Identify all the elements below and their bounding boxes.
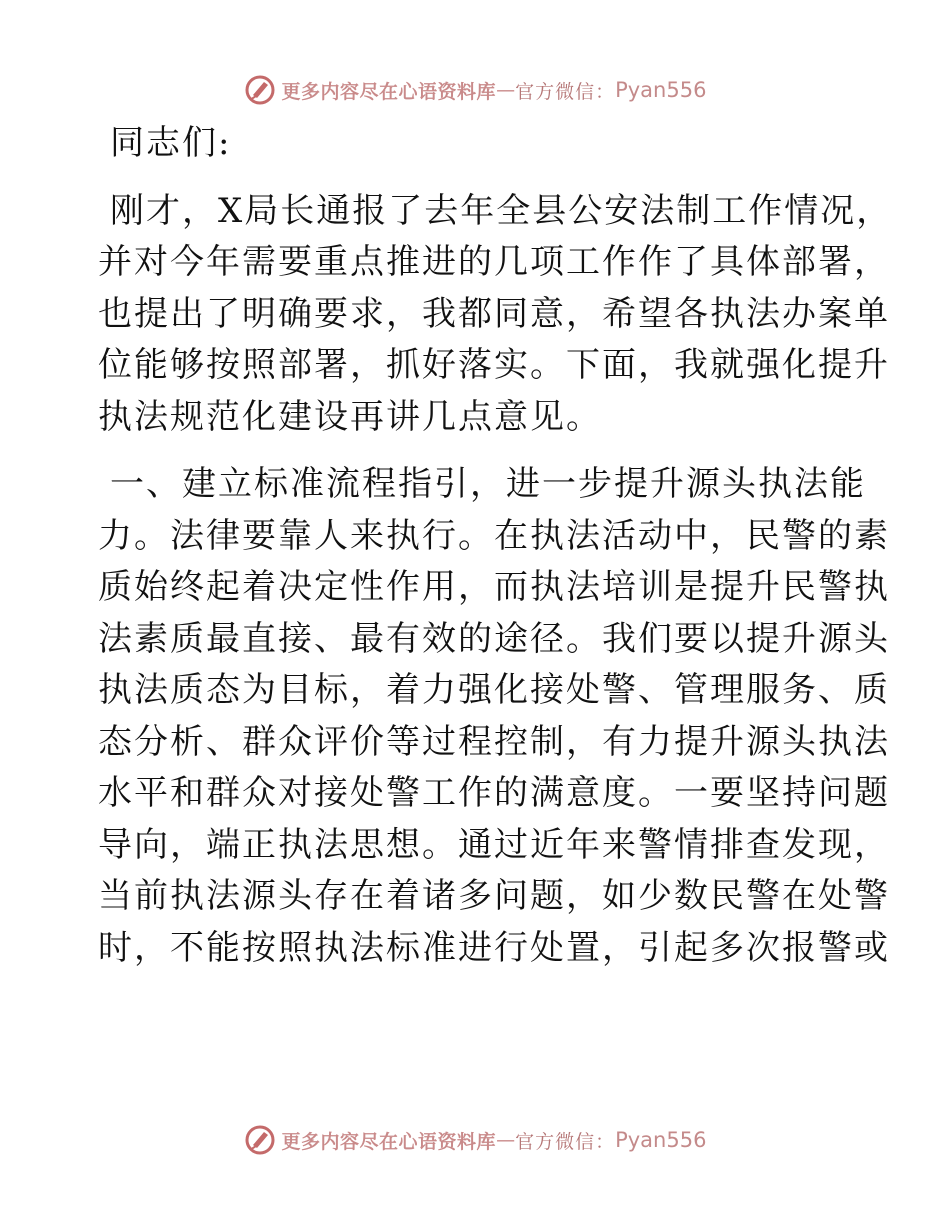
watermark-title: 更多内容尽在心语资料库 [281, 80, 497, 103]
paragraph-intro [98, 186, 893, 444]
text-line: 位能够按照部署，抓好落实。下面，我就强化提升 [98, 345, 890, 385]
footer-watermark [0, 1120, 950, 1160]
document-body [98, 118, 893, 974]
text-line: 当前执法源头存在着诸多问题，如少数民警在处警 [98, 876, 890, 916]
text-line: 质始终起着决定性作用，而执法培训是提升民警执 [98, 567, 890, 607]
text-line: 水平和群众对接处警工作的满意度。一要坚持问题 [98, 773, 890, 813]
text-line: 也提出了明确要求，我都同意，希望各执法办案单 [98, 293, 890, 334]
text-line: 法素质最直接、最有效的途径。我们要以提升源头 [98, 618, 890, 659]
text-line: 导向，端正执法思想。通过近年来警情排查发现， [98, 824, 890, 865]
watermark-separator: — [496, 1129, 516, 1151]
library-logo-icon [244, 1124, 276, 1156]
paragraph-section-one [98, 459, 890, 974]
watermark-wechat-label: 官方微信： [515, 1130, 616, 1153]
text-line: 执法规范化建设再讲几点意见。 [98, 396, 602, 437]
text-line: 力。法律要靠人来执行。在执法活动中，民警的素 [98, 515, 890, 556]
watermark-separator: — [496, 79, 516, 101]
text-line: 并对今年需要重点推进的几项工作作了具体部署， [98, 242, 890, 282]
text-line: 刚才，X局长通报了去年全县公安法制工作情况， [110, 190, 893, 231]
watermark-wechat-label: 官方微信： [515, 80, 616, 103]
salutation: 同志们: [110, 123, 232, 163]
text-line: 态分析、群众评价等过程控制，有力提升源头执法 [98, 721, 890, 762]
watermark-wechat-id: Pyan556 [615, 1128, 707, 1152]
library-logo-icon [244, 74, 276, 106]
text-line: 一、建立标准流程指引，进一步提升源头执法能 [110, 464, 866, 504]
text-line: 时，不能按照执法标准进行处置，引起多次报警或 [98, 927, 890, 968]
text-line: 执法质态为目标，着力强化接处警、管理服务、质 [98, 670, 890, 710]
watermark-wechat-id: Pyan556 [615, 78, 707, 102]
watermark-title: 更多内容尽在心语资料库 [281, 1130, 497, 1153]
header-watermark [0, 70, 950, 110]
